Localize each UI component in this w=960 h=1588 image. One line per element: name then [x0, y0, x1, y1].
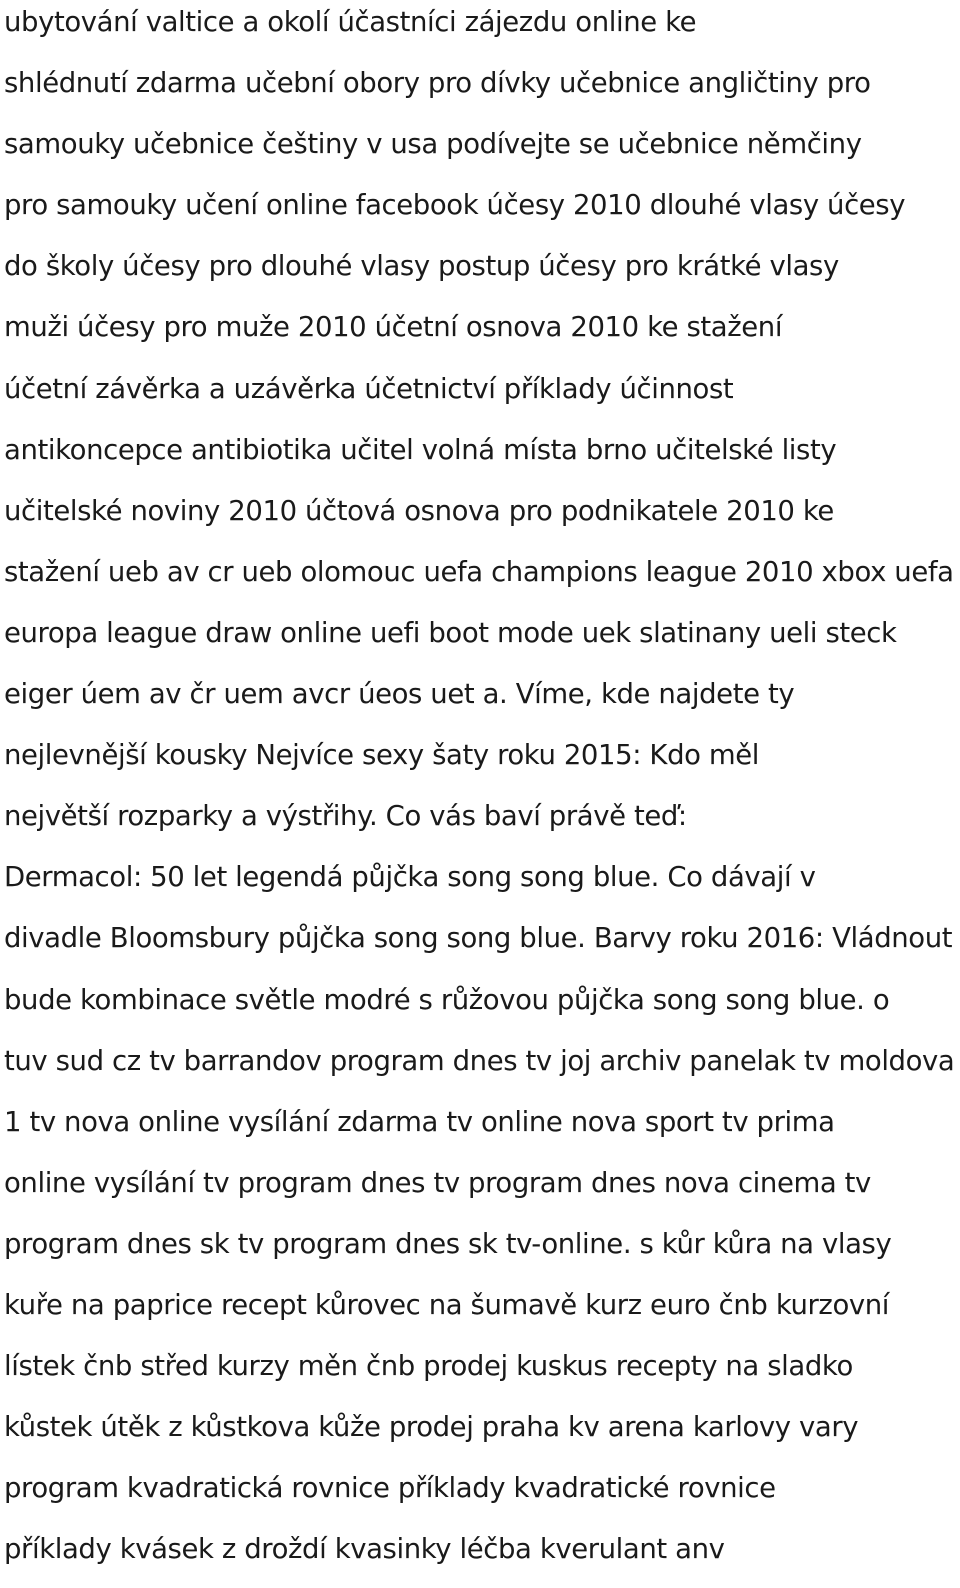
- text-line: online vysílání tv program dnes tv program dnes nova cinema tv: [4, 1166, 871, 1199]
- text-line: Dermacol: 50 let legendá půjčka song song blue. Co dávají v: [4, 861, 816, 894]
- text-line: učitelské noviny 2010 účtová osnova pro podnikatele 2010 ke: [4, 494, 834, 527]
- text-line: antikoncepce antibiotika učitel volná místa brno učitelské listy: [4, 433, 837, 466]
- text-line: europa league draw online uefi boot mode uek slatinany ueli steck: [4, 616, 897, 649]
- text-line: kůstek útěk z kůstkova kůže prodej praha kv arena karlovy vary: [4, 1411, 859, 1444]
- text-line: kuře na paprice recept kůrovec na šumavě kurz euro čnb kurzovní: [4, 1288, 890, 1321]
- text-line: shlédnutí zdarma učební obory pro dívky učebnice angličtiny pro: [4, 67, 871, 100]
- text-line: 1 tv nova online vysílání zdarma tv online nova sport tv prima: [4, 1105, 835, 1138]
- text-line: samouky učebnice češtiny v usa podívejte se učebnice němčiny: [4, 128, 862, 161]
- text-line: eiger úem av čr uem avcr úeos uet a. Víme, kde najdete ty: [4, 678, 795, 711]
- text-line: muži účesy pro muže 2010 účetní osnova 2010 ke stažení: [4, 311, 783, 344]
- text-line: nejlevnější kousky Nejvíce sexy šaty roku 2015: Kdo měl: [4, 739, 760, 772]
- text-line: lístek čnb střed kurzy měn čnb prodej kuskus recepty na sladko: [4, 1350, 853, 1383]
- text-line: tuv sud cz tv barrandov program dnes tv joj archiv panelak tv moldova: [4, 1044, 955, 1077]
- text-line: do školy účesy pro dlouhé vlasy postup účesy pro krátké vlasy: [4, 250, 839, 283]
- text-line: pro samouky učení online facebook účesy 2010 dlouhé vlasy účesy: [4, 189, 906, 222]
- text-line: divadle Bloomsbury půjčka song song blue. Barvy roku 2016: Vládnout: [4, 922, 953, 955]
- text-line: bude kombinace světle modré s růžovou půjčka song song blue. o: [4, 983, 890, 1016]
- text-line: účetní závěrka a uzávěrka účetnictví příklady účinnost: [4, 372, 734, 405]
- text-line: ubytování valtice a okolí účastníci zájezdu online ke: [4, 6, 697, 38]
- text-line: program kvadratická rovnice příklady kvadratické rovnice: [4, 1472, 776, 1505]
- text-line: stažení ueb av cr ueb olomouc uefa champions league 2010 xbox uefa: [4, 555, 954, 588]
- text-line: největší rozparky a výstřihy. Co vás baví právě teď:: [4, 800, 687, 833]
- text-line: příklady kvásek z droždí kvasinky léčba kverulant anv: [4, 1533, 725, 1566]
- text-line: program dnes sk tv program dnes sk tv-online. s kůr kůra na vlasy: [4, 1227, 892, 1260]
